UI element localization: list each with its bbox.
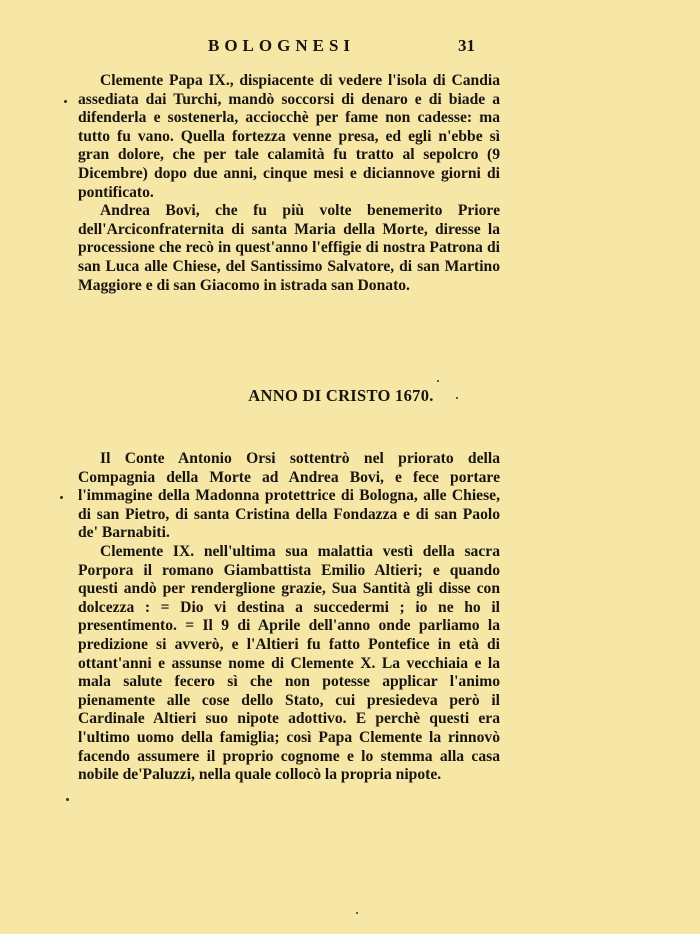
paper-speck <box>66 798 69 801</box>
page-number: 31 <box>458 36 475 55</box>
text-section-2 <box>78 450 500 785</box>
paper-speck <box>437 380 439 382</box>
paragraph: Il Conte Antonio Orsi sottentrò nel priorato della Compagnia della Morte ad Andrea Bovi, e fece portare l'immagine della Madonna protettrice di Bologna, alle Chiese, di san Pietro, di santa Cristina della Fondazza e di san Paolo de' Barnabiti. <box>78 450 500 542</box>
paper-speck <box>60 496 63 499</box>
running-title: BOLOGNESI <box>208 36 356 55</box>
paper-speck <box>64 100 67 103</box>
paper-speck <box>456 397 458 399</box>
paragraph: Andrea Bovi, che fu più volte benemerito Priore dell'Arciconfraternita di santa Maria della Morte, diresse la processione che recò in quest'anno l'effigie di nostra Patrona di san Luca alle Chiese, del Santissimo Salvatore, di san Martino Maggiore e di san Giacomo in istrada san Donato. <box>78 202 500 294</box>
running-head <box>0 36 700 58</box>
text-section-1 <box>78 72 500 295</box>
paragraph: Clemente Papa IX., dispiacente di vedere l'isola di Candia assediata dai Turchi, mandò soccorsi di denaro e di biade a difenderla e sostenerla, acciocchè per fame non cadesse: ma tutto fu vano. Quella fortezza venne presa, ed egli n'ebbe sì gran dolore, che per tale calamità fu tratto al sepolcro (9 Dicembre) dopo due anni, cinque mesi e diciannove giorni di pontificato. <box>78 72 500 201</box>
paper-speck <box>356 912 358 914</box>
paragraph: Clemente IX. nell'ultima sua malattia vestì della sacra Porpora il romano Giambattista Emilio Altieri; e quando questi andò per renderglione grazie, Sua Santità gli disse con dolcezza : = Dio vi destina a succedermi ; io ne ho il presentimento. = Il 9 di Aprile dell'anno onde parliamo la predizione si avverò, e l'Altieri fu fatto Pontefice in età di ottant'anni e assunse nome di Clemente X. La vecchiaia e la mala salute fecero sì che non potesse applicar l'animo pienamente alle cose dello Stato, cui presiedeva però il Cardinale Altieri suo nipote adottivo. E perchè questi era l'ultimo uomo della famiglia; così Papa Clemente la rinnovò facendo assumere il proprio cognome e lo stemma alla casa nobile de'Paluzzi, nella quale collocò la propria nipote. <box>78 542 500 784</box>
section-heading: ANNO DI CRISTO 1670. <box>248 386 434 405</box>
